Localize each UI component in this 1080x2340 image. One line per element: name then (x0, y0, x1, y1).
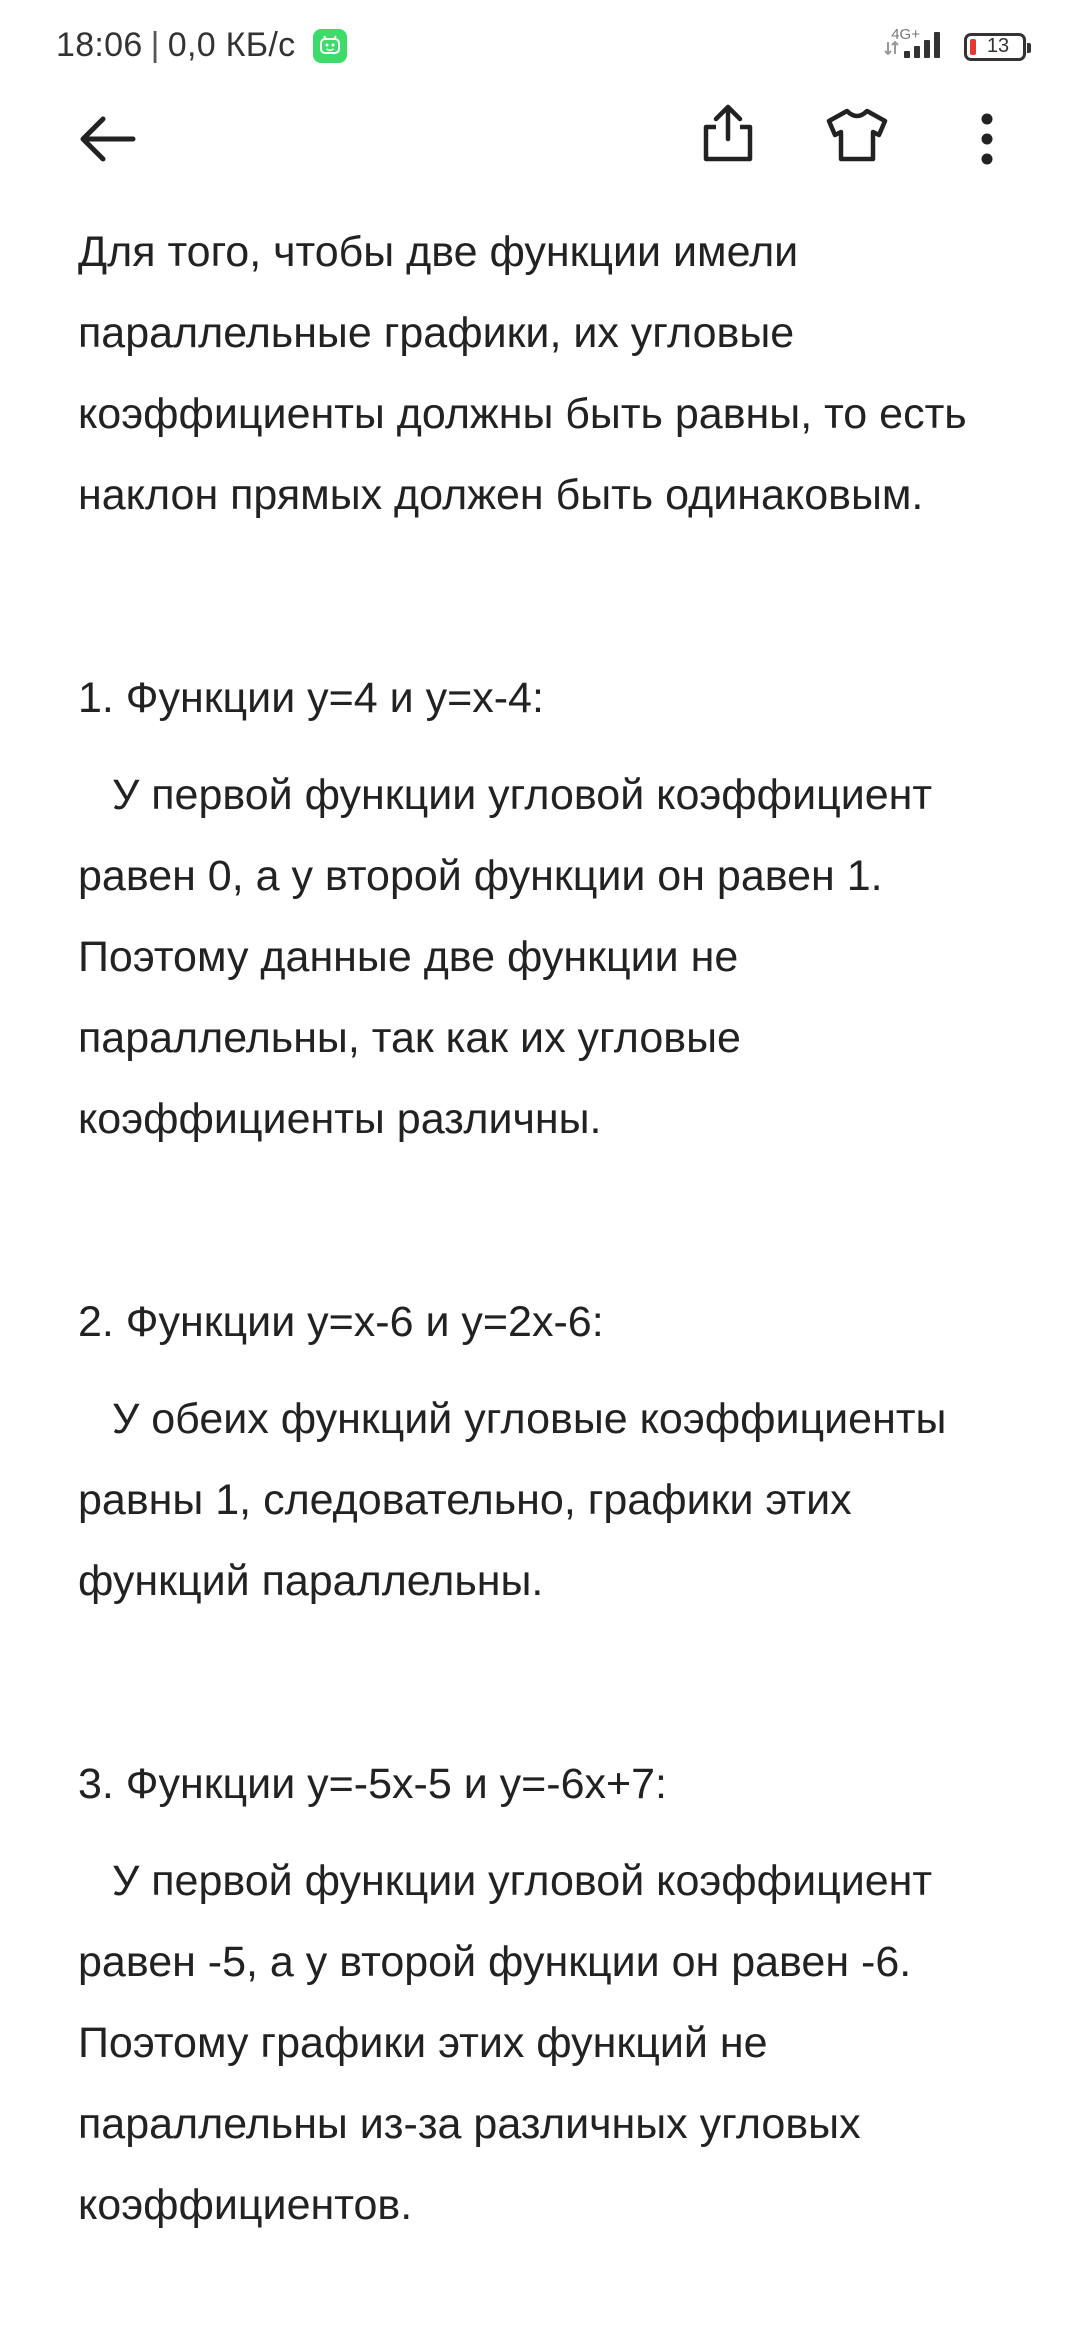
status-time: 18:06 (56, 26, 143, 64)
more-button[interactable] (942, 96, 1032, 186)
app-notification-icon (313, 29, 347, 63)
section-heading: 1. Функции y=4 и y=x-4: (78, 674, 544, 722)
section-line: параллельны, так как их угловые (78, 1014, 741, 1062)
theme-button[interactable] (812, 92, 902, 182)
section-line: коэффициенты различны. (78, 1095, 602, 1143)
section-line: У первой функции угловой коэффициент (112, 1857, 933, 1905)
network-speed: 0,0 КБ/с (167, 26, 296, 64)
intro-line: коэффициенты должны быть равны, то есть (78, 390, 967, 438)
section-line: Поэтому графики этих функций не (78, 2019, 768, 2067)
answer-content (78, 212, 1028, 2246)
section-heading: 2. Функции y=x-6 и y=2x-6: (78, 1298, 604, 1346)
status-right (884, 28, 1026, 65)
signal-icon (884, 28, 950, 65)
intro-line: параллельные графики, их угловые (78, 309, 795, 357)
more-vert-icon (977, 109, 997, 174)
intro-line: Для того, чтобы две функции имели (78, 228, 799, 276)
share-button[interactable] (683, 90, 773, 180)
share-icon (698, 101, 758, 170)
battery-fill (970, 39, 976, 55)
battery-level: 13 (986, 35, 1010, 57)
section-line: равен 0, а у второй функции он равен 1. (78, 852, 883, 900)
section-line: У обеих функций угловые коэффициенты (112, 1395, 947, 1443)
section-line: равен -5, а у второй функции он равен -6. (78, 1938, 912, 1986)
section-line: функций параллельны. (78, 1557, 544, 1605)
status-separator: | (150, 26, 160, 64)
section-line: параллельны из-за различных угловых (78, 2100, 861, 2148)
network-type: 4G+ (891, 26, 920, 43)
section-line: равны 1, следовательно, графики этих (78, 1476, 852, 1524)
status-left (56, 26, 347, 65)
section-line: коэффициентов. (78, 2181, 413, 2229)
section-line: Поэтому данные две функции не (78, 933, 739, 981)
section-line: У первой функции угловой коэффициент (112, 771, 933, 819)
status-bar (0, 0, 1080, 96)
back-button[interactable] (62, 96, 152, 186)
intro-line: наклон прямых должен быть одинаковым. (78, 471, 924, 519)
section-heading: 3. Функции y=-5x-5 и y=-6x+7: (78, 1760, 667, 1808)
back-arrow-icon (75, 107, 139, 176)
battery-icon (964, 33, 1026, 61)
tshirt-icon (825, 105, 889, 170)
